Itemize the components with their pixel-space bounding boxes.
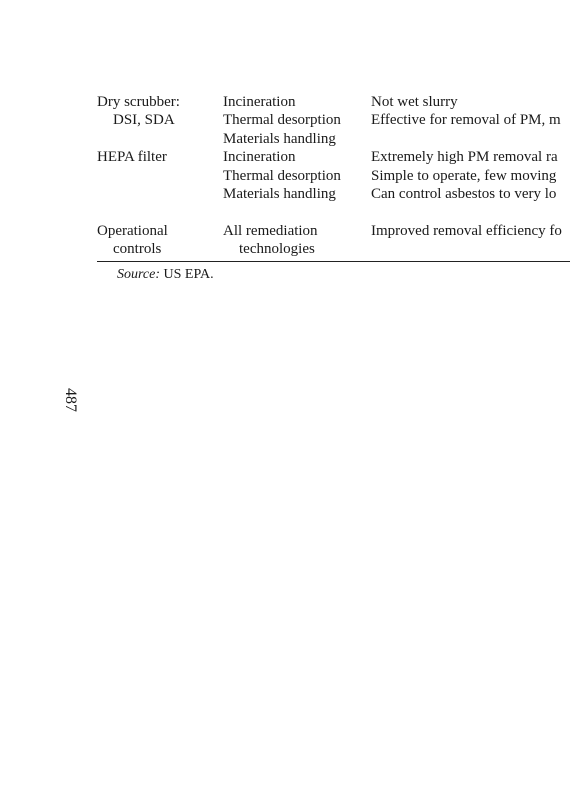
table-fragment	[97, 93, 570, 262]
technology-label: Materials handling	[223, 185, 336, 202]
notes-cell	[371, 222, 562, 240]
device-cell	[97, 93, 180, 130]
note-text: Effective for removal of PM, m	[371, 112, 561, 129]
device-label: DSI, SDA	[113, 112, 175, 129]
note-text: Simple to operate, few moving	[371, 167, 557, 184]
note-text: Can control asbestos to very lo	[371, 185, 557, 202]
table-row	[97, 148, 570, 222]
page-number: 487	[62, 388, 79, 412]
table-bottom-rule	[97, 261, 570, 262]
device-cell	[97, 222, 168, 259]
technology-label: Thermal desorption	[223, 112, 341, 129]
note-text: Extremely high PM removal ra	[371, 149, 558, 166]
technology-cell	[223, 93, 341, 148]
technology-label: Incineration	[223, 149, 296, 166]
technology-cell	[223, 148, 341, 203]
notes-cell	[371, 93, 561, 130]
technology-label: Materials handling	[223, 130, 336, 147]
device-label: Operational	[97, 222, 168, 239]
technology-label: Incineration	[223, 94, 296, 110]
note-text: Not wet slurry	[371, 94, 458, 110]
device-cell	[97, 148, 167, 166]
source-text: US EPA.	[160, 267, 214, 282]
technology-label: technologies	[239, 241, 315, 258]
device-label: controls	[113, 241, 162, 258]
source-footnote	[117, 267, 214, 283]
technology-label: Thermal desorption	[223, 167, 341, 184]
device-label: Dry scrubber:	[97, 94, 180, 110]
note-text: Improved removal efficiency fo	[371, 222, 562, 239]
device-label: HEPA filter	[97, 149, 167, 166]
notes-cell	[371, 148, 558, 203]
technology-label: All remediation	[223, 222, 318, 239]
table-row	[97, 93, 570, 148]
technology-cell	[223, 222, 318, 259]
source-label: Source:	[117, 267, 161, 282]
table-row	[97, 222, 570, 262]
